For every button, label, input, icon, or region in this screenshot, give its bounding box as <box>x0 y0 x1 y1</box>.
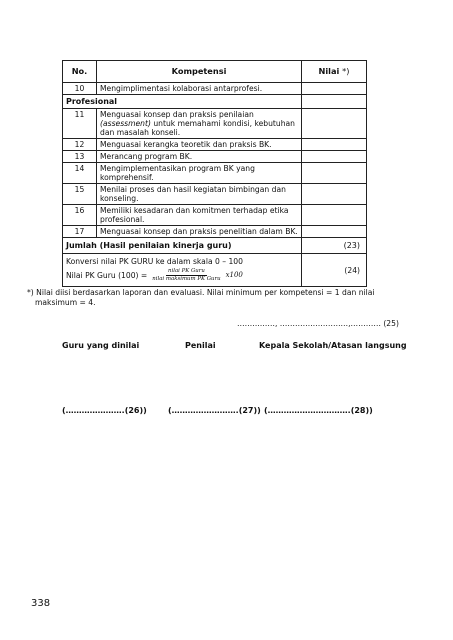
row-text <box>97 226 302 238</box>
row-number: 14 <box>63 163 97 184</box>
table-row <box>63 139 367 151</box>
footnote <box>27 288 427 308</box>
row-value-cell <box>302 83 367 95</box>
table-row <box>63 83 367 95</box>
section-value-cell <box>302 95 367 109</box>
conversion-formula <box>66 268 298 283</box>
row-text <box>97 184 302 205</box>
table-row <box>63 226 367 238</box>
row-number: 13 <box>63 151 97 163</box>
row-number: 10 <box>63 83 97 95</box>
competency-table <box>62 60 367 287</box>
row-text-line: Merancang program BK. <box>100 152 193 161</box>
row-value-cell <box>302 184 367 205</box>
header-nilai-mark: *) <box>342 66 350 76</box>
row-text: Mengimplimentasi kolaborasi antarprofesi. <box>97 83 302 95</box>
page-number: 338 <box>31 598 51 609</box>
table-row <box>63 151 367 163</box>
place-date-line: ……………, ………………………,………… (25) <box>237 319 399 328</box>
section-title: Profesional <box>63 95 302 109</box>
row-text-line: (assessment) untuk memahami kondisi, kebutuhan <box>100 119 295 128</box>
conversion-row <box>63 254 367 287</box>
signature-header-kepala: Kepala Sekolah/Atasan langsung <box>259 341 407 350</box>
header-no: No. <box>63 61 97 83</box>
row-value-cell <box>302 151 367 163</box>
table-row <box>63 163 367 184</box>
row-text-line: komprehensif. <box>100 173 154 182</box>
header-nilai <box>302 61 367 83</box>
row-text-line: Menguasai konsep dan praksis penelitian dalam BK. <box>100 227 298 236</box>
row-value-cell <box>302 163 367 184</box>
row-number: 17 <box>63 226 97 238</box>
row-number: 12 <box>63 139 97 151</box>
table-header-row <box>63 61 367 83</box>
row-text-line: konseling. <box>100 194 139 203</box>
row-text <box>97 205 302 226</box>
footnote-line-2: maksimum = 4. <box>35 298 96 307</box>
table-row <box>63 109 367 139</box>
signature-line-penilai: (…………………….(27)) <box>168 406 261 415</box>
row-text <box>97 151 302 163</box>
row-text-line: Menguasai kerangka teoretik dan praksis BK. <box>100 140 272 149</box>
table-row <box>63 184 367 205</box>
row-text <box>97 139 302 151</box>
total-label: Jumlah (Hasil penilaian kinerja guru) <box>63 238 302 254</box>
total-value: (23) <box>302 238 367 254</box>
row-text-line: dan masalah konseli. <box>100 128 181 137</box>
formula-fraction <box>150 268 222 283</box>
row-text <box>97 163 302 184</box>
header-nilai-label: Nilai <box>318 66 340 76</box>
conversion-text: Konversi nilai PK GURU ke dalam skala 0 – 100 <box>66 257 243 266</box>
conversion-value: (24) <box>302 254 367 287</box>
formula-lhs: Nilai PK Guru (100) = <box>66 271 148 280</box>
row-number: 15 <box>63 184 97 205</box>
table-row <box>63 205 367 226</box>
signature-line-guru: (………………….(26)) <box>62 406 147 415</box>
row-number: 11 <box>63 109 97 139</box>
formula-denominator: nilai maksimum PK Guru <box>152 276 221 282</box>
conversion-cell <box>63 254 302 287</box>
row-number: 16 <box>63 205 97 226</box>
row-text-line: Menilai proses dan hasil kegiatan bimbingan dan <box>100 185 286 194</box>
total-row <box>63 238 367 254</box>
row-text-line: Memiliki kesadaran dan komitmen terhadap etika <box>100 206 289 215</box>
row-text <box>97 109 302 139</box>
section-row <box>63 95 367 109</box>
signature-line-kepala: (………………………….(28)) <box>264 406 373 415</box>
row-value-cell <box>302 139 367 151</box>
formula-multiplier: x100 <box>225 271 243 279</box>
competency-rows <box>63 109 367 238</box>
row-text-line: Menguasai konsep dan praksis penilaian <box>100 110 254 119</box>
row-text-line: profesional. <box>100 215 145 224</box>
signature-header-guru: Guru yang dinilai <box>62 341 140 350</box>
signature-header-penilai: Penilai <box>185 341 216 350</box>
row-value-cell <box>302 109 367 139</box>
footnote-line-1: *) Nilai diisi berdasarkan laporan dan evaluasi. Nilai minimum per kompetensi = 1 dan nilai <box>27 288 375 297</box>
row-text-line: Mengimplementasikan program BK yang <box>100 164 255 173</box>
header-kompetensi: Kompetensi <box>97 61 302 83</box>
row-value-cell <box>302 226 367 238</box>
formula-numerator: nilai PK Guru <box>168 268 205 274</box>
row-value-cell <box>302 205 367 226</box>
